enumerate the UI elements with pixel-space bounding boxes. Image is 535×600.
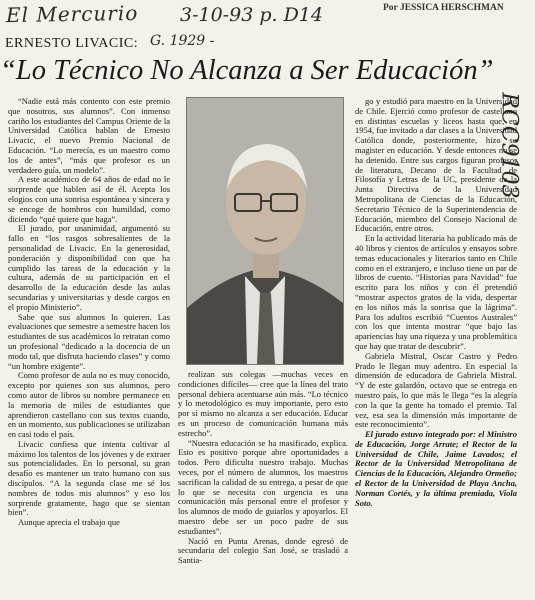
paragraph: Como profesor de aula no es muy conocido, excepto por quienes son sus alumnos, pero como autor de libros su nombre permanece en la memoria de miles de estudiantes que aprendieron castellano con sus textos cuando, en un momento, sus publicaciones se utilizaban en casi todo el país. xyxy=(8,370,170,440)
handwritten-date: 3-10-93 p. D14 xyxy=(180,4,323,26)
paragraph: Nació en Punta Arenas, donde egresó de secundaria del colegio San José, se trasladó a Santia- xyxy=(178,535,348,566)
paragraph: Gabriela Mistral, Oscar Castro y Pedro Prado le llegan muy adentro. En especial la dimensión de educadora de Gabriela Mistral. “Y de este galardón, octavo que se entrega en nuestro país, lo que más le llega “es la alegría con la que la gente ha tomado el premio. Tal vez, esa sea la dimensión más importante de este reconocimiento”. xyxy=(355,350,517,430)
portrait-illustration xyxy=(187,98,343,364)
handwritten-newspaper-name: El Mercurio xyxy=(5,0,139,28)
paragraph: En la actividad literaria ha publicado más de 40 libros y cientos de artículos y ensayos sobre temas educacionales y literarios tanto en Chile como en el extranjero, e incluso tiene un par de libros de cuento. “Historias para Navidad” fue escrito para los niños y con él pretendió “mostrar aspectos gratos de la vida, despertar en los niños más la sonrisa que la lágrima”. Para los adultos escribió “Cuentos Australes” con los que intenta mostrar “que bajo las apariencias hay una riqueza y una problemática que hay que tratar de descubrir”. xyxy=(355,233,517,351)
article-title: “Lo Técnico No Alcanza a Ser Educación” xyxy=(0,55,494,86)
paragraph: Sabe que sus alumnos lo quieren. Las evaluaciones que semestre a semestre hacen los estudiantes de sus académicos lo retratan como un profesional “dedicado a la docencia de un modo tal, que disfruta haciendo clases” y como “un hombre exigente”. xyxy=(8,311,170,371)
handwritten-note: G. 1929 - xyxy=(150,33,215,49)
side-stamp-text: RCC9103 xyxy=(496,91,522,199)
paragraph: El jurado, por unanimidad, argumentó su fallo en “los rasgos sobresalientes de la personalidad de Livacic. En la generosidad, ponderación y disponibilidad con que ha cumplido las tareas de la educación y la cultura, además de su participación en el desarrollo de la educación desde las aulas secundarias y universitarias y desde cargos en el propio Ministerio”. xyxy=(8,223,170,312)
paragraph: realizan sus colegas —muchas veces en condiciones difíciles— cree que la línea del trato personal debiera acentuarse aún más. “Lo técnico y lo metodológico es muy importante, pero esto por sí mismo no alcanza a ser educación. Educar es un proceso de comunicación humana más estrecho”. xyxy=(178,370,348,438)
article-column-3 xyxy=(355,97,517,600)
paragraph: El jurado estuvo integrado por: el Ministro de Educación, Jorge Arrate; el Rector de la Universidad de Chile, Jaime Lavados; el Rector de la Universidad Metropolitana de Ciencias de la Educación, Alejandro Ormeño; el Rector de la Universidad de Playa Ancha, Norman Cortés, y la última premiada, Viola Soto. xyxy=(355,429,517,508)
paragraph: A este académico de 64 años de edad no le sorprende que hablen así de él. Acepta los elogios con una sonrisa espontánea y sincera y se encoge de hombros con humildad, como diciendo “qué quiere que haga”. xyxy=(8,174,170,224)
paragraph: “Nuestra educación se ha masificado, explica. Esto es positivo porque abre oportunidades a todos. Pero dificulta nuestro trabajo. Muchas veces, por el número de alumnos, los maestros sacrifican la calidad de su entrega, a pesar de que lo que se necesita con urgencia es una comunicación más personal entre el profesor y los alumnos de modo de guiarlos y apoyarlos. El maestro debe ser un poco padre de sus estudiantes”. xyxy=(178,437,348,536)
paragraph: Aunque aprecia el trabajo que xyxy=(18,517,120,528)
paragraph: “Nadie está más contento con este premio que nosotros, sus alumnos”. Con inmenso cariño los estudiantes del Campus Oriente de la Universidad Católica hablan de Ernesto Livacic, el nuevo Premio Nacional de Educación. “Lo merecía, es un maestro como los de antes”, “más que profesor es un verdadero guía, un modelo”. xyxy=(8,97,170,175)
byline: Por JESSICA HERSCHMAN xyxy=(383,3,504,13)
subhead: ERNESTO LIVACIC: xyxy=(5,36,139,51)
article-column-2 xyxy=(178,370,348,600)
paragraph: go y estudió para maestro en la Universidad de Chile. Ejerció como profesor de castellano en distintas escuelas y liceos hasta que, en 1954, fue invitado a dar clases a la Universidad Católica donde, posteriormente, hizo su magister en educación. Y desde entonces no se ha detenido. Entre sus cargos figuran profesor de literatura, Decano de la Facultad de Filosofía y Letras de la UC, presidente de la Junta Directiva de la Universidad Metropolitana de Ciencias de la Educación, Secretario Técnico de la Superintendencia de Educación, miembro del Consejo Nacional de Educación, entre otros. xyxy=(355,97,517,234)
article-column-1 xyxy=(8,97,170,600)
paragraph: Livacic confiesa que intenta cultivar al máximo los talentos de los jóvenes y de extraer sus potencialidades. En lo personal, su gran desafío es mantener un trato humano con sus discípulos. “A la segunda clase me sé los nombres de todos mis alumnos” y eso los sorprende gratamente, hago que se sientan bien”. xyxy=(8,438,170,518)
portrait-photo xyxy=(186,97,344,365)
